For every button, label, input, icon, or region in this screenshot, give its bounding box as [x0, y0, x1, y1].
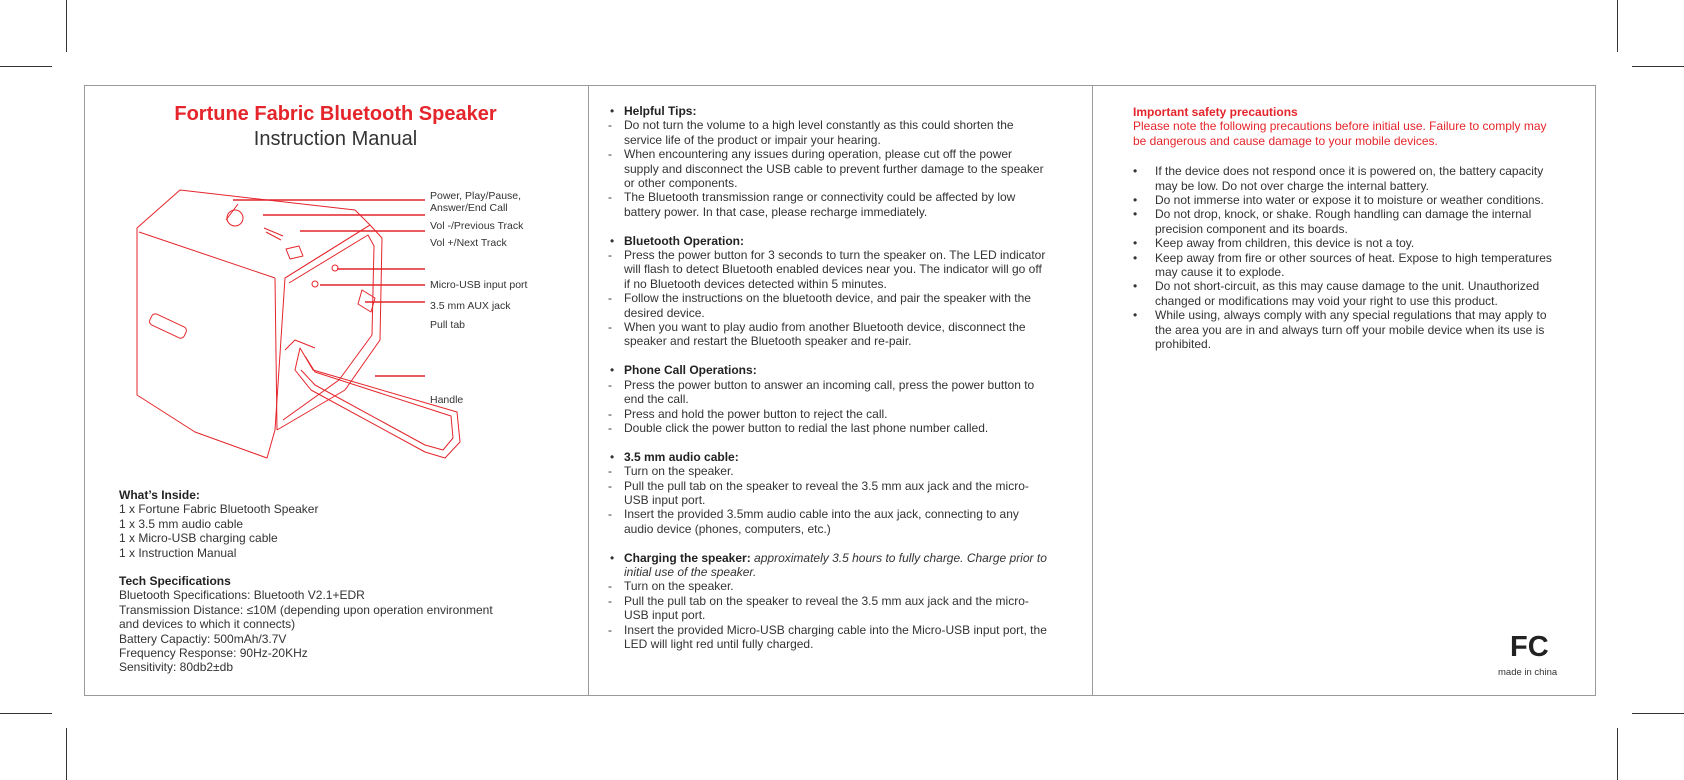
dash-icon: -: [608, 320, 612, 335]
bullet-icon: •: [1133, 279, 1138, 294]
bullet-icon: •: [610, 104, 615, 118]
whats-inside-list: [119, 502, 318, 560]
section-item: [608, 190, 1048, 219]
crop-mark: [66, 728, 67, 780]
tech-specs-list: [119, 588, 493, 674]
product-title: Fortune Fabric Bluetooth Speaker: [174, 103, 497, 125]
spec-line: Frequency Response: 90Hz-20KHz: [119, 646, 308, 661]
safety-heading: Important safety precautions: [1133, 105, 1298, 119]
section-item-text: Follow the instructions on the bluetooth device, and pair the speaker with the desired device.: [624, 291, 1031, 320]
dash-icon: -: [608, 377, 612, 392]
section-item: [608, 320, 1048, 349]
section-item: [608, 407, 1048, 421]
safety-item: [1133, 236, 1553, 250]
callout-power: [430, 190, 521, 214]
safety-item: [1133, 279, 1553, 308]
bullet-icon: •: [1133, 207, 1138, 222]
section-item: [608, 594, 1048, 623]
section-item: [608, 147, 1048, 190]
section-title: Bluetooth Operation:: [624, 233, 744, 248]
callout-vol-minus: Vol -/Previous Track: [430, 220, 524, 232]
spec-line: Transmission Distance: ≤10M (depending upon operation environment: [119, 602, 493, 617]
inside-item: 1 x 3.5 mm audio cable: [119, 516, 244, 531]
section-item-text: Turn on the speaker.: [624, 464, 734, 479]
fc-logo: [1510, 630, 1552, 660]
dash-icon: -: [608, 478, 612, 493]
manual-subtitle: Instruction Manual: [253, 128, 418, 150]
bullet-icon: •: [610, 550, 615, 565]
safety-item-text: Keep away from children, this device is not a toy.: [1155, 236, 1415, 251]
section-note: approximately 3.5 hours to fully charge. Charge prior to initial use of the speaker.: [624, 550, 1047, 579]
section-heading: [608, 551, 1048, 580]
safety-item-text: Do not drop, knock, or shake. Rough handling can damage the internal precision component and its boards.: [1155, 207, 1532, 236]
instruction-section: [608, 104, 1048, 219]
dash-icon: -: [608, 406, 612, 421]
section-heading: [608, 104, 1048, 118]
bullet-icon: •: [1133, 193, 1138, 208]
safety-item: [1133, 308, 1553, 351]
panel-divider: [588, 85, 589, 696]
dash-icon: -: [608, 291, 612, 306]
safety-column: [1133, 105, 1553, 352]
section-item-text: Do not turn the volume to a high level constantly as this could shorten the service life of the product or impair your hearing.: [624, 118, 1014, 147]
spec-line: Battery Capactiy: 500mAh/3.7V: [119, 631, 287, 646]
spec-line: Bluetooth Specifications: Bluetooth V2.1+EDR: [119, 588, 365, 603]
safety-intro: Please note the following precautions before initial use. Failure to comply may be dangerous and cause damage to your mobile devices.: [1133, 119, 1547, 148]
dash-icon: -: [608, 579, 612, 594]
callout-power-line2: Answer/End Call: [430, 202, 508, 214]
section-heading: [608, 234, 1048, 248]
section-item: [608, 291, 1048, 320]
safety-item: [1133, 207, 1553, 236]
spec-line: Sensitivity: 80db2±db: [119, 660, 233, 675]
section-item-text: Press and hold the power button to reject the call.: [624, 406, 888, 421]
section-title: 3.5 mm audio cable:: [624, 449, 739, 464]
safety-list: [1133, 164, 1553, 351]
crop-mark: [66, 0, 67, 52]
spec-line: and devices to which it connects): [119, 617, 296, 632]
bullet-icon: •: [610, 449, 615, 464]
crop-mark: [1632, 66, 1684, 67]
section-item: [608, 623, 1048, 652]
safety-item-text: Do not short-circuit, as this may cause damage to the unit. Unauthorized changed or modifications may void your right to use this product.: [1155, 279, 1540, 308]
section-item: [608, 378, 1048, 407]
bullet-icon: •: [610, 233, 615, 248]
bullet-icon: •: [1133, 164, 1138, 179]
bullet-icon: •: [1133, 236, 1138, 251]
section-title: Charging the speaker:: [624, 550, 751, 565]
callout-vol-plus: Vol +/Next Track: [430, 237, 507, 249]
made-in-label: made in china: [1498, 667, 1558, 678]
section-item-text: Insert the provided Micro-USB charging cable into the Micro-USB input port, the LED will light red until fully charged.: [624, 622, 1047, 651]
dash-icon: -: [608, 118, 612, 133]
whats-inside-heading: What’s Inside:: [119, 488, 200, 502]
dash-icon: -: [608, 248, 612, 263]
bullet-icon: •: [1133, 250, 1138, 265]
dash-icon: -: [608, 507, 612, 522]
dash-icon: -: [608, 622, 612, 637]
safety-item-text: If the device does not respond once it is powered on, the battery capacity may be low. Do not over charge the internal battery.: [1155, 164, 1544, 193]
section-item-text: Double click the power button to redial the last phone number called.: [624, 420, 989, 435]
instruction-section: [608, 363, 1048, 435]
section-title: Phone Call Operations:: [624, 363, 757, 378]
safety-item-text: Do not immerse into water or expose it to moisture or weather conditions.: [1155, 193, 1544, 208]
inside-item: 1 x Micro-USB charging cable: [119, 531, 278, 546]
safety-item-text: Keep away from fire or other sources of heat. Expose to high temperatures may cause it to explode.: [1155, 250, 1552, 280]
section-item-text: Insert the provided 3.5mm audio cable into the aux jack, connecting to any audio device (phones, computers, etc.): [624, 507, 1019, 536]
fc-mark-text: FC: [1510, 631, 1549, 660]
section-title: Helpful Tips:: [624, 104, 697, 118]
instruction-section: [608, 450, 1048, 536]
callout-power-line1: Power, Play/Pause,: [430, 190, 522, 202]
instruction-section: [608, 234, 1048, 349]
dash-icon: -: [608, 147, 612, 162]
bullet-icon: •: [610, 363, 615, 378]
dash-icon: -: [608, 593, 612, 608]
section-item-text: The Bluetooth transmission range or connectivity could be affected by low battery power. In that case, please recharge immediately.: [624, 190, 1016, 219]
section-item-text: When encountering any issues during operation, please cut off the power supply and disconnect the USB cable to prevent further damage to the speaker or other components.: [624, 147, 1044, 191]
callout-micro-usb: Micro-USB input port: [430, 279, 528, 291]
whats-inside: [119, 488, 318, 560]
section-item: [608, 118, 1048, 147]
callout-aux: 3.5 mm AUX jack: [430, 300, 511, 312]
section-item-text: Pull the pull tab on the speaker to reveal the 3.5 mm aux jack and the micro-USB input port.: [624, 478, 1029, 507]
section-item-text: Pull the pull tab on the speaker to reveal the 3.5 mm aux jack and the micro-USB input port.: [624, 593, 1029, 623]
section-item: [608, 248, 1048, 291]
section-item-text: Press the power button for 3 seconds to turn the speaker on. The LED indicator will flash to detect Bluetooth enabled devices near you. The indicator will go off if no Bluetooth devices detected within 5 minutes.: [624, 248, 1046, 291]
instructions-column: [608, 104, 1048, 666]
section-heading: [608, 450, 1048, 464]
section-item: [608, 464, 1048, 478]
bullet-icon: •: [1133, 308, 1138, 323]
panel-divider: [1092, 85, 1093, 696]
safety-item-text: While using, always comply with any special regulations that may apply to the area you are in and always turn off your mobile device when its use is prohibited.: [1155, 308, 1547, 352]
crop-mark: [1632, 713, 1684, 714]
crop-mark: [1617, 728, 1618, 780]
section-heading: [608, 363, 1048, 377]
dash-icon: -: [608, 190, 612, 205]
dash-icon: -: [608, 420, 612, 435]
section-item: [608, 421, 1048, 435]
dash-icon: -: [608, 464, 612, 479]
safety-item: [1133, 164, 1553, 193]
callout-pull-tab: Pull tab: [430, 319, 466, 331]
section-item: [608, 479, 1048, 508]
instruction-section: [608, 551, 1048, 652]
crop-mark: [1617, 0, 1618, 52]
inside-item: 1 x Fortune Fabric Bluetooth Speaker: [119, 502, 319, 517]
section-item-text: When you want to play audio from another Bluetooth device, disconnect the speaker and restart the Bluetooth speaker and re-pair.: [624, 320, 1026, 349]
section-item-text: Press the power button to answer an incoming call, press the power button to end the call.: [624, 377, 1035, 407]
safety-item: [1133, 193, 1553, 207]
crop-mark: [0, 66, 52, 67]
section-item: [608, 507, 1048, 536]
callout-handle: Handle: [430, 394, 464, 406]
section-item: [608, 579, 1048, 593]
tech-specs-heading: Tech Specifications: [119, 574, 231, 588]
section-item-text: Turn on the speaker.: [624, 579, 734, 594]
tech-specs: [119, 574, 493, 675]
inside-item: 1 x Instruction Manual: [119, 545, 237, 560]
crop-mark: [0, 713, 52, 714]
safety-item: [1133, 251, 1553, 280]
